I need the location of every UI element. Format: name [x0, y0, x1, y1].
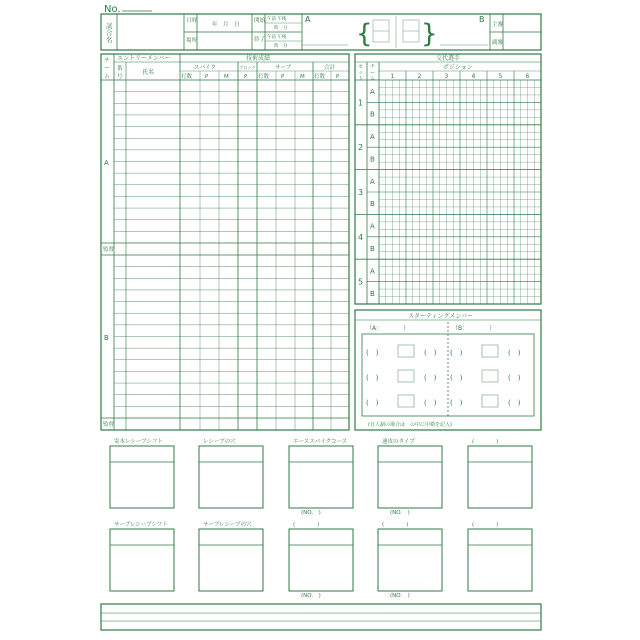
- analysis-box: [289, 446, 353, 508]
- analysis-box: [468, 529, 532, 591]
- no-label: (NO. ): [390, 593, 410, 599]
- position-bracket: ( ): [424, 349, 437, 357]
- coach-label-b: 監督: [103, 422, 115, 428]
- position-number: 3: [444, 73, 449, 80]
- box-label: ( ): [472, 439, 499, 445]
- subheader-cell: P: [281, 74, 285, 80]
- referee2-label: 副審: [492, 40, 504, 46]
- time-end: 時 分: [274, 44, 288, 49]
- subheader-cell: M: [224, 74, 229, 80]
- match-name-label: 試合名: [106, 22, 113, 44]
- player-number-box: [398, 370, 414, 382]
- analysis-box: [199, 529, 263, 591]
- sub-team-b: B: [370, 245, 375, 253]
- analysis-box: [378, 446, 442, 508]
- no-label: (NO. ): [301, 510, 321, 516]
- position-bracket: ( ): [424, 399, 437, 407]
- sub-team-a: A: [370, 133, 375, 141]
- serve-label: サーブ: [275, 65, 292, 71]
- set-number: 3: [358, 188, 364, 197]
- no-label: (NO. ): [390, 510, 410, 516]
- entry-team-a: A: [104, 159, 109, 167]
- subheader-cell: 打数: [258, 74, 270, 80]
- sub-team-b: B: [370, 110, 375, 119]
- header-team-a: A: [305, 15, 311, 24]
- set-number: 4: [358, 232, 364, 242]
- position-bracket: ( ): [366, 374, 379, 382]
- position-number: 6: [525, 73, 530, 80]
- position-bracket: ( ): [450, 399, 463, 407]
- header-team-b: B: [479, 15, 485, 24]
- starting-title: スターティングメンバー: [408, 313, 473, 320]
- referee1-label: 主審: [492, 22, 504, 28]
- position-bracket: ( ): [508, 374, 521, 382]
- box-label: ( ): [472, 522, 499, 528]
- subheader-cell: 打数: [314, 74, 326, 80]
- player-number-box: [398, 345, 414, 357]
- set-number: 1: [358, 98, 364, 108]
- position-bracket: ( ): [366, 399, 379, 407]
- position-number: 1: [390, 73, 395, 80]
- player-number-box: [482, 345, 498, 357]
- datetime-label: 日時: [186, 18, 198, 24]
- box-label: 速攻のタイプ: [382, 439, 415, 445]
- block-label: ブロック: [239, 65, 256, 70]
- analysis-box: [199, 446, 263, 508]
- position-bracket: ( ): [508, 399, 521, 407]
- position-bracket: ( ): [424, 374, 437, 382]
- sub-team-a: A: [370, 177, 375, 186]
- position-bracket: ( ): [508, 349, 521, 357]
- venue-label: 場所: [186, 38, 198, 44]
- sub-team-b: B: [370, 289, 375, 298]
- box-label: レシーブの穴: [203, 439, 236, 445]
- subheader-cell: 打数: [181, 74, 193, 80]
- player-number-box: [482, 370, 498, 382]
- subheader-cell: M: [300, 74, 305, 80]
- box-label: ( ): [382, 522, 409, 528]
- box-label: 寄本レシーブシフト: [114, 439, 163, 445]
- box-label: ( ): [293, 522, 320, 528]
- entry-members-label: エントリーメンバー: [117, 55, 171, 62]
- svg-text:}: }: [421, 19, 438, 49]
- player-number-box: [482, 395, 498, 407]
- starting-team-a: （A： ）: [366, 325, 410, 332]
- set-number: 2: [358, 143, 364, 153]
- subheader-cell: P: [205, 74, 209, 80]
- time-start: 時 分: [274, 26, 288, 31]
- name-label: 氏名: [142, 69, 155, 76]
- position-bracket: ( ): [450, 374, 463, 382]
- subheader-cell: P: [244, 74, 248, 80]
- subheader-cell: P: [336, 74, 340, 80]
- set-number: 5: [358, 277, 364, 287]
- svg-text:{: {: [356, 19, 373, 49]
- ampm-start: 午前 午後: [267, 17, 287, 22]
- position-number: 5: [498, 73, 503, 80]
- spike-label: スパイク: [194, 65, 216, 71]
- date-fields: 年 月 日: [212, 22, 240, 28]
- starting-note: (日人制の場合は の中に中衛を記入): [368, 422, 452, 428]
- coach-label-a: 監督: [103, 247, 115, 253]
- position-number: 4: [471, 73, 476, 80]
- sub-team-a: A: [370, 88, 375, 97]
- box-label: サーブレシーブシフト: [114, 522, 168, 528]
- substitution-title: 交代選手: [436, 55, 461, 62]
- sub-team-b: B: [370, 155, 375, 164]
- sub-team-a: A: [370, 222, 375, 231]
- sub-team-a: A: [370, 267, 375, 276]
- box-label: サーブレシーブの穴: [203, 522, 252, 528]
- entry-team-label: チーム: [104, 57, 111, 80]
- skill-results-label: 技術成績: [246, 55, 271, 62]
- total-label: 合計: [324, 65, 336, 71]
- analysis-box: [468, 446, 532, 508]
- no-label: (NO. ): [301, 593, 321, 599]
- ampm-end: 午前 午後: [267, 35, 287, 40]
- sub-team-b: B: [370, 200, 375, 209]
- substitution-table: [355, 54, 541, 304]
- position-number: 2: [417, 73, 422, 80]
- entry-subheaders: [181, 72, 340, 80]
- notes-area: [101, 604, 541, 630]
- start-label: 開始: [254, 18, 266, 24]
- starting-team-b: （B： ）: [452, 325, 496, 332]
- analysis-box: [110, 529, 174, 591]
- header-block: [101, 14, 541, 50]
- box-label: エーススパイクコース: [293, 439, 348, 445]
- sub-set-label: セット: [358, 64, 364, 82]
- entry-team-b: B: [104, 334, 109, 342]
- sub-team-label: チーム: [370, 64, 376, 82]
- end-label: 終了: [254, 37, 266, 43]
- analysis-box: [110, 446, 174, 508]
- position-bracket: ( ): [450, 349, 463, 357]
- analysis-box: [378, 529, 442, 591]
- entry-table: [101, 54, 349, 430]
- substitution-labels: [358, 73, 530, 298]
- player-number-box: [398, 395, 414, 407]
- position-label: ポジション: [443, 64, 473, 71]
- analysis-boxes: [110, 437, 532, 599]
- position-bracket: ( ): [366, 349, 379, 357]
- no-label: No.: [104, 4, 121, 15]
- analysis-box: [289, 529, 353, 591]
- number-label: 番号: [117, 66, 123, 80]
